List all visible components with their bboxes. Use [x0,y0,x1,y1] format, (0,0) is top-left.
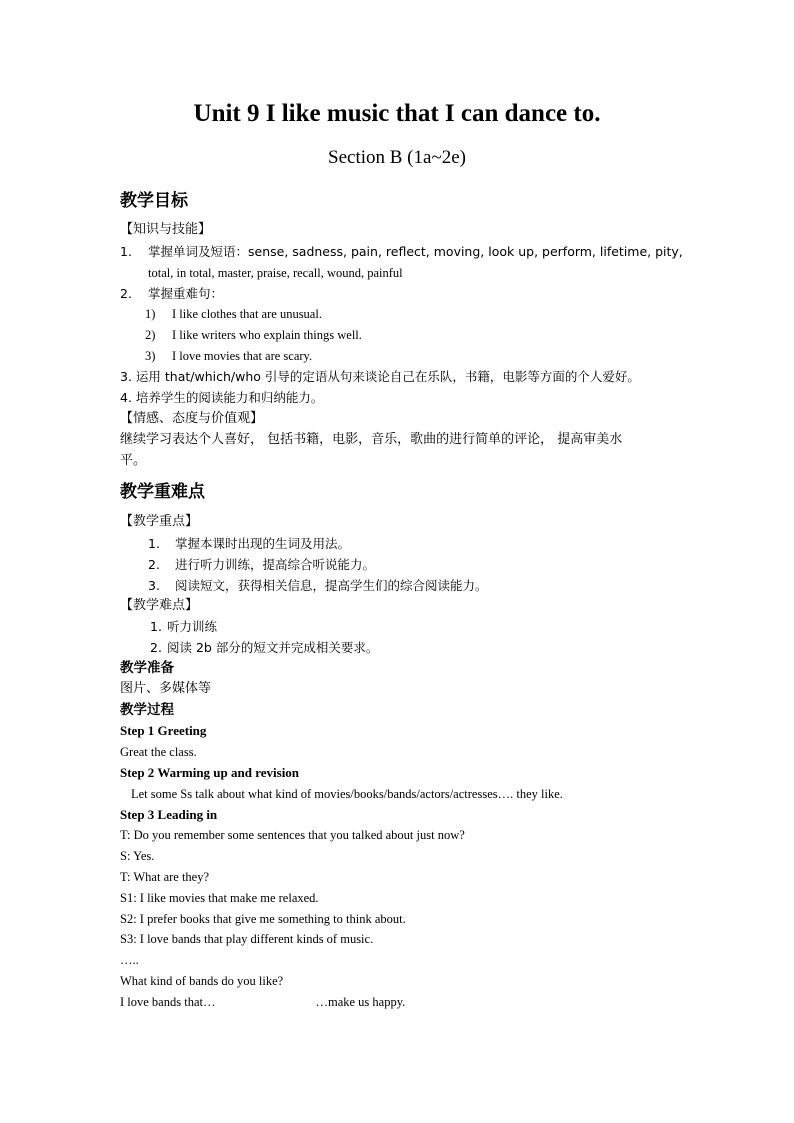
item-text: 阅读短文，获得相关信息，提高学生们的综合阅读能力。 [175,578,488,593]
emotion-text-line1: 继续学习表达个人喜好， 包括书籍，电影，音乐，歌曲的进行简单的评论， 提高审美水 [120,432,623,447]
item-number: 3. [148,578,160,593]
item-text: 掌握单词及短语：sense, sadness, pain, reflect, moving, look up, perform, lifetime, pity, [148,244,683,259]
step3-title: Step 3 Leading in [120,807,218,822]
process-heading: 教学过程 [120,702,174,718]
item-text: I love movies that are scary. [172,349,313,363]
dialogue-line: S: Yes. [120,849,155,863]
objective-item-4: 4. 培养学生的阅读能力和归纳能力。 [120,390,324,405]
item-number: 2. [120,286,132,301]
document-subtitle: Section B (1a~2e) [328,147,466,168]
item-text: 掌握本课时出现的生词及用法。 [175,536,351,551]
item-number: 2. [150,640,162,655]
focus-item [148,556,375,574]
item-number: 2. [148,557,160,572]
step2-title: Step 2 Warming up and revision [120,765,300,780]
focus-heading: 【教学重点】 [120,514,199,529]
item-text: 进行听力训练，提高综合听说能力。 [175,557,376,572]
item-text: I like clothes that are unusual. [172,307,322,321]
item-number: 1) [145,307,156,321]
objective-item-3: 3. 运用 that/which/who 引导的定语从句来谈论自己在乐队，书籍，电影等方面的个人爱好。 [120,369,640,384]
step1-text: Great the class. [120,745,197,759]
difficulty-heading: 【教学难点】 [120,598,199,613]
dialogue-line: S3: I love bands that play different kinds of music. [120,932,374,946]
step2-text: Let some Ss talk about what kind of movies/books/bands/actors/actresses…. they like. [131,787,563,801]
item-number: 1. [148,536,160,551]
dialogue-line: S2: I prefer books that give me something to think about. [120,912,406,926]
item-text: 掌握重难句： [148,286,224,301]
dialogue-last-line [120,993,405,1011]
document-title: Unit 9 I like music that I can dance to. [193,100,601,127]
sentence-item [145,305,322,323]
difficulty-item [150,618,217,636]
focus-item [148,577,488,595]
item-number: 1. [150,619,162,634]
dialogue-line: T: Do you remember some sentences that you talked about just now? [120,828,465,842]
focus-item [148,535,350,553]
objectives-heading: 教学目标 [120,191,188,211]
dialogue-line: What kind of bands do you like? [120,974,284,988]
dialogue-line: T: What are they? [120,870,210,884]
step1-title: Step 1 Greeting [120,723,207,738]
item-text: 听力训练 [167,619,218,634]
difficulty-item [150,639,378,657]
item-number: 3) [145,349,156,363]
objective-item-1 [120,243,683,261]
item-text: I like writers who explain things well. [172,328,362,342]
preparation-text: 图片、多媒体等 [120,681,212,696]
item-number: 2) [145,328,156,342]
emotion-heading: 【情感、态度与价值观】 [120,411,264,426]
objective-item-1-continued: total, in total, master, praise, recall, wound, painful [148,266,403,280]
item-text: 阅读 2b 部分的短文并完成相关要求。 [167,640,379,655]
item-number: 1. [120,244,132,259]
dialogue-text-start: I love bands that… [120,995,216,1009]
dialogue-line: S1: I like movies that make me relaxed. [120,891,319,905]
sentence-item [145,326,362,344]
knowledge-heading: 【知识与技能】 [120,222,212,237]
preparation-heading: 教学准备 [120,660,174,676]
dialogue-line: ….. [120,953,139,967]
key-points-heading: 教学重难点 [120,482,205,502]
sentence-item [145,347,312,365]
emotion-text-line2: 平。 [120,453,147,468]
objective-item-2 [120,285,223,303]
dialogue-text-end: …make us happy. [315,995,406,1009]
